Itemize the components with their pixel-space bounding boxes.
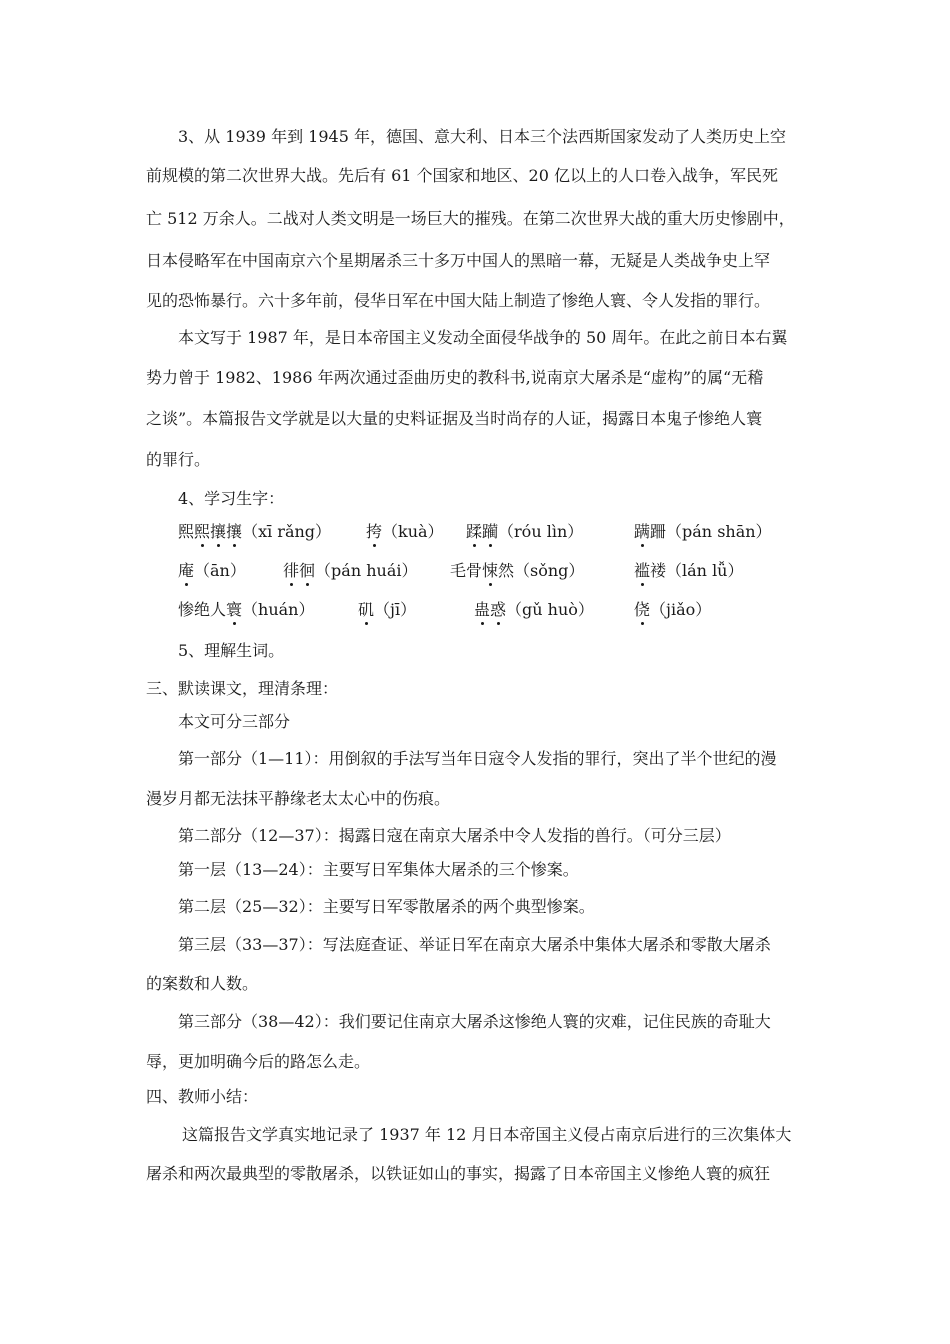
vocab-item: 蛊惑（gǔ huò） [474, 600, 594, 619]
vocab-item: 矶（jī） [358, 600, 417, 619]
part2-line: 第二部分（12—37）：揭露日寇在南京大屠杀中令人发指的兽行。（可分三层） [178, 826, 731, 845]
para3-line: 日本侵略军在中国南京六个星期屠杀三十多万中国人的黑暗一幕，无疑是人类战争史上罕 [146, 251, 771, 270]
para3-line: 亡 512 万余人。二战对人类文明是一场巨大的摧残。在第二次世界大战的重大历史惨剧中， [146, 209, 795, 228]
layer3-line: 第三层（33—37）：写法庭查证、举证日军在南京大屠杀中集体大屠杀和零散大屠杀 [178, 935, 771, 954]
section4-heading: 四、教师小结： [146, 1087, 259, 1106]
vocab-item: 侥（jiǎo） [634, 600, 712, 619]
part3-line: 辱，更加明确今后的路怎么走。 [146, 1052, 371, 1071]
vocab-item: 蹂躏（róu lìn） [466, 522, 584, 541]
para3-line: 见的恐怖暴行。六十多年前，侵华日军在中国大陆上制造了惨绝人寰、令人发指的罪行。 [146, 291, 771, 310]
part3-line: 第三部分（38—42）：我们要记住南京大屠杀这惨绝人寰的灾难，记住民族的奇耻大 [178, 1012, 771, 1031]
item5: 5、理解生词。 [178, 641, 285, 660]
part1-line: 漫岁月都无法抹平静缘老太太心中的伤痕。 [146, 789, 451, 808]
para3-line: 前规模的第二次世界大战。先后有 61 个国家和地区、20 亿以上的人口卷入战争，军民死 [146, 166, 778, 185]
structure-intro: 本文可分三部分 [178, 712, 291, 731]
vocab-item: 蹒跚（pán shān） [634, 522, 772, 541]
background-line: 势力曾于 1982、1986 年两次通过歪曲历史的教科书,说南京大屠杀是“虚构”的属“无稽 [146, 368, 764, 387]
summary-line: 这篇报告文学真实地记录了 1937 年 12 月日本帝国主义侵占南京后进行的三次集体大 [182, 1125, 792, 1144]
layer1-line: 第一层（13—24）：主要写日军集体大屠杀的三个惨案。 [178, 860, 579, 879]
vocab-item: 庵（ān） [178, 561, 246, 580]
section3-heading: 三、默读课文，理清条理： [146, 679, 339, 698]
summary-line: 屠杀和两次最典型的零散屠杀，以铁证如山的事实，揭露了日本帝国主义惨绝人寰的疯狂 [146, 1164, 771, 1183]
part1-line: 第一部分（1—11）：用倒叙的手法写当年日寇令人发指的罪行，突出了半个世纪的漫 [178, 749, 777, 768]
vocab-item: 褴褛（lán lǚ） [634, 561, 744, 580]
vocab-item: 惨绝人寰（huán） [178, 600, 315, 619]
vocab-heading: 4、学习生字： [178, 489, 285, 508]
layer2-line: 第二层（25—32）：主要写日军零散屠杀的两个典型惨案。 [178, 897, 595, 916]
vocab-item: 徘徊（pán huái） [283, 561, 418, 580]
vocab-item: 毛骨悚然（sǒng） [450, 561, 585, 580]
background-line: 的罪行。 [146, 450, 211, 469]
layer3-line: 的案数和人数。 [146, 974, 259, 993]
para3-line: 3、从 1939 年到 1945 年，德国、意大利、日本三个法西斯国家发动了人类历史上空 [178, 127, 786, 146]
vocab-item: 挎（kuà） [366, 522, 444, 541]
background-line: 之谈”。本篇报告文学就是以大量的史料证据及当时尚存的人证，揭露日本鬼子惨绝人寰 [146, 409, 763, 428]
vocab-item: 熙熙攘攘（xī rǎng） [178, 522, 332, 541]
background-line: 本文写于 1987 年，是日本帝国主义发动全面侵华战争的 50 周年。在此之前日本右翼 [178, 328, 788, 347]
